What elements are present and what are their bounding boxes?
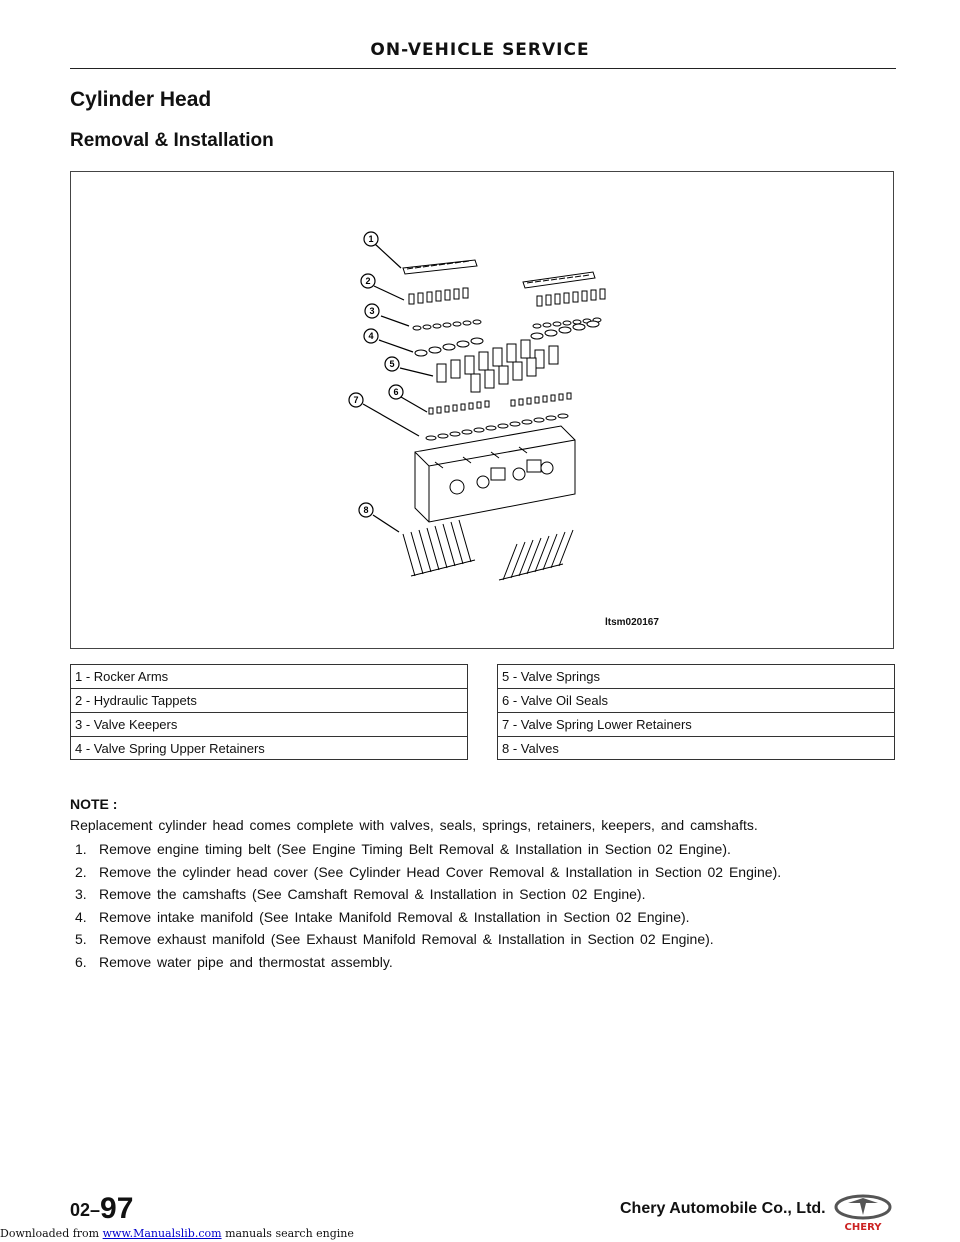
step-text: Remove engine timing belt (See Engine Timing Belt Removal & Installation in Section 02 Engine).: [99, 841, 731, 857]
legend-table-right: [497, 664, 895, 760]
legend-item: 6 - Valve Oil Seals: [497, 688, 895, 712]
legend-item: 3 - Valve Keepers: [70, 712, 468, 736]
legend-item: 4 - Valve Spring Upper Retainers: [70, 736, 468, 760]
legend-item: 7 - Valve Spring Lower Retainers: [497, 712, 895, 736]
exploded-view-figure: [70, 171, 894, 649]
page-subtitle: Removal & Installation: [70, 130, 274, 151]
valves-right: [499, 530, 573, 580]
legend-item: 5 - Valve Springs: [497, 664, 895, 688]
procedure-step: [75, 861, 781, 884]
step-number: 5.: [75, 931, 87, 947]
download-notice: [0, 1227, 354, 1240]
step-number: 3.: [75, 886, 87, 902]
callout-leader-6: [401, 397, 427, 412]
legend-item: 2 - Hydraulic Tappets: [70, 688, 468, 712]
header-rule: [70, 68, 896, 69]
hydraulic-tappets-right: [537, 289, 605, 306]
step-number: 6.: [75, 953, 87, 970]
page-title: Cylinder Head: [70, 88, 212, 111]
note-text: Replacement cylinder head comes complete with valves, seals, springs, retainers, keepers, and camshafts.: [70, 817, 758, 833]
legend-table-left: [70, 664, 468, 760]
cylinder-head: [415, 426, 575, 522]
figure-id: ltsm020167: [605, 617, 659, 628]
step-text: Remove water pipe and thermostat assembly.: [99, 953, 393, 970]
procedure-steps: [75, 838, 781, 973]
callout-number-8: 8: [363, 505, 369, 515]
step-text: Remove the cylinder head cover (See Cylinder Head Cover Removal & Installation in Section 02 Engine).: [99, 863, 782, 880]
exploded-view-illustration: [71, 172, 895, 650]
step-text: Remove intake manifold (See Intake Manifold Removal & Installation in Section 02 Engine).: [99, 908, 690, 925]
download-suffix: manuals search engine: [225, 1227, 354, 1240]
callout-leader-7: [363, 404, 419, 436]
callout-number-1: 1: [368, 234, 374, 244]
procedure-step: [75, 838, 781, 861]
page-number: [70, 1190, 133, 1224]
page-section: 02–: [70, 1200, 101, 1220]
procedure-step: [75, 928, 781, 951]
download-prefix: Downloaded from: [0, 1227, 100, 1240]
callout-leader-3: [381, 316, 409, 326]
callout-leader-4: [379, 340, 413, 352]
valve-oil-seals: [429, 393, 571, 414]
step-text: Remove exhaust manifold (See Exhaust Manifold Removal & Installation in Section 02 Engine).: [99, 931, 714, 947]
callout-leader-1: [375, 244, 401, 268]
legend-item: 8 - Valves: [497, 736, 895, 760]
callout-leader-8: [373, 515, 399, 532]
callout-leader-2: [374, 286, 404, 300]
callout-number-3: 3: [369, 306, 375, 316]
callout-number-5: 5: [389, 359, 395, 369]
procedure-step: [75, 906, 781, 929]
step-number: 1.: [75, 841, 87, 857]
callout-number-2: 2: [365, 276, 371, 286]
company-name: Chery Automobile Co., Ltd.: [620, 1200, 826, 1217]
procedure-step: [75, 951, 781, 974]
rocker-arms-left: [403, 260, 477, 274]
page-num: 97: [100, 1192, 134, 1225]
callout-number-7: 7: [353, 395, 359, 405]
callout-number-4: 4: [368, 331, 374, 341]
chery-logo-icon: [830, 1193, 896, 1233]
section-header-title: ON-VEHICLE SERVICE: [370, 40, 590, 60]
step-number: 2.: [75, 863, 87, 880]
step-number: 4.: [75, 908, 87, 925]
logo-wordmark: CHERY: [844, 1222, 882, 1233]
valve-keepers: [413, 318, 601, 330]
hydraulic-tappets-left: [409, 288, 468, 304]
callout-leader-5: [400, 368, 433, 376]
note-label: NOTE :: [70, 796, 118, 812]
procedure-step: [75, 883, 781, 906]
rocker-arms-right: [523, 272, 595, 288]
valves-left: [403, 520, 475, 576]
step-text: Remove the camshafts (See Camshaft Removal & Installation in Section 02 Engine).: [99, 886, 646, 902]
callout-number-6: 6: [393, 387, 399, 397]
legend-item: 1 - Rocker Arms: [70, 664, 468, 688]
manualslib-link[interactable]: www.Manualslib.com: [102, 1227, 222, 1240]
